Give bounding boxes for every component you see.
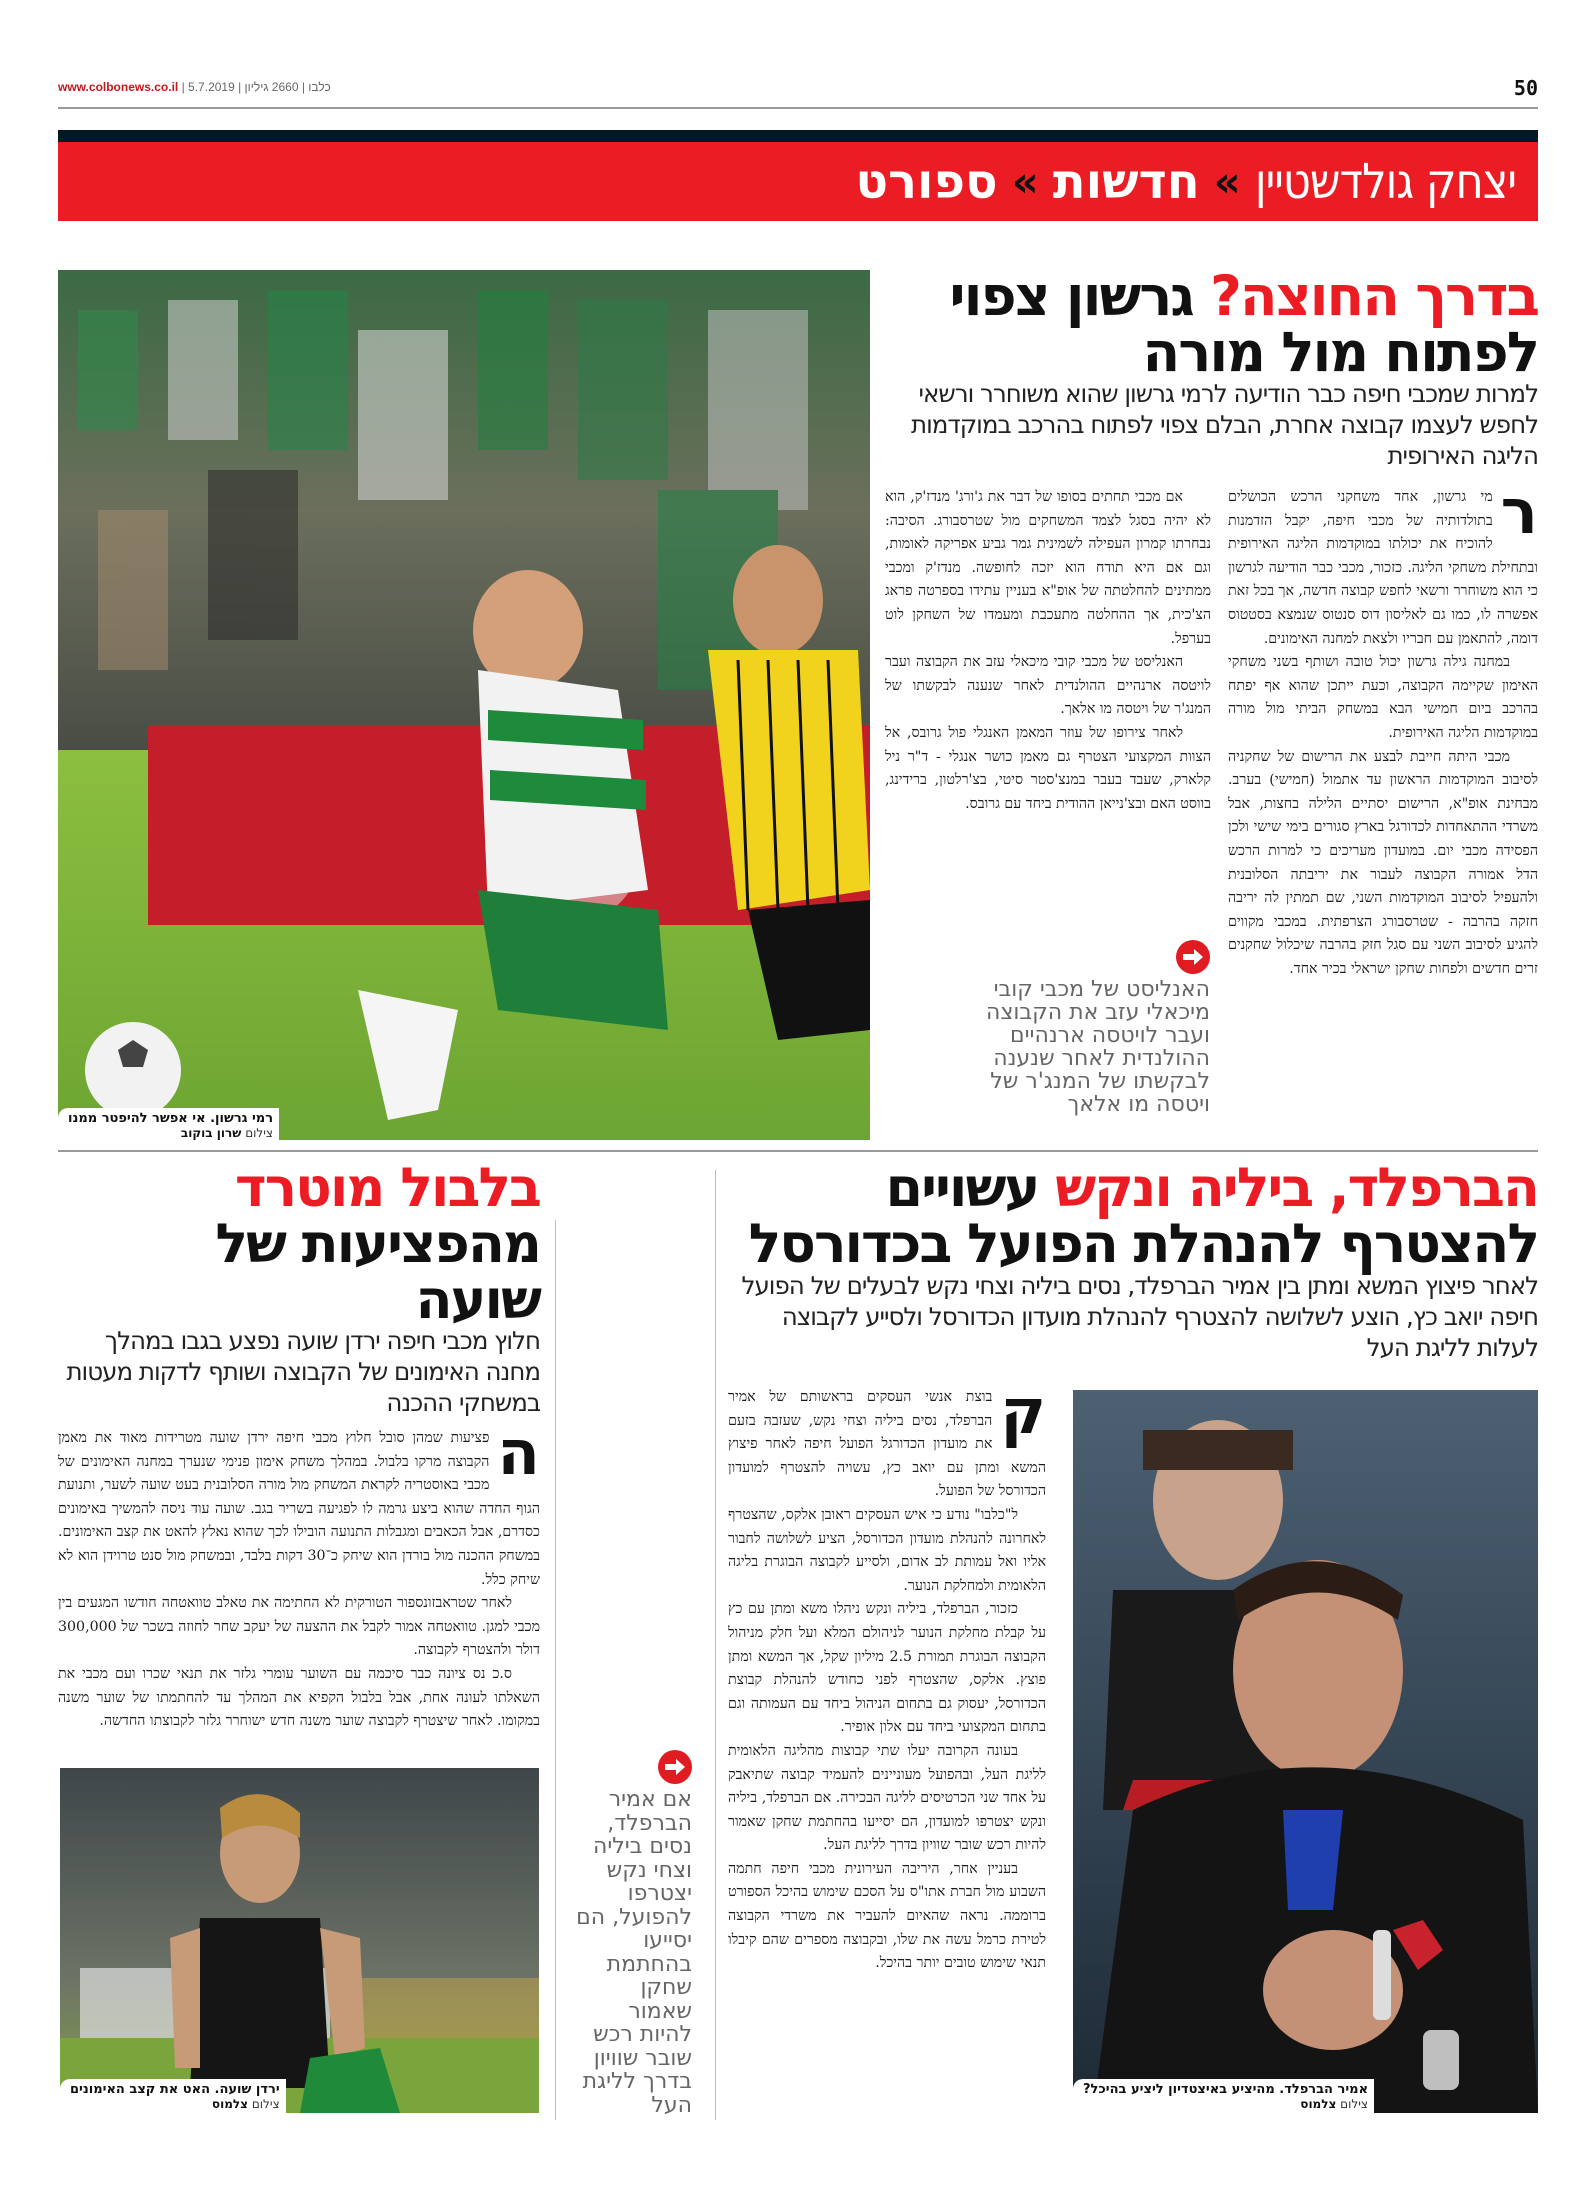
dropcap: ה [497,1416,540,1489]
banner-author: יצחק גולדשטיין [1254,154,1516,210]
pullquote-text: האנליסט של מכבי קובי מיכאלי עזב את הקבוצה ועבר לויטסה ארנהיים ההולנדית לאחר שנענה לבקשתו של המנג'ר של ויטסה מו אלאך [986,977,1210,1117]
headline-red: הברפלד, ביליה ונקש [1055,1156,1538,1219]
page-number: 50 [1513,76,1538,100]
banner-top-stripe [58,130,1538,142]
caption-text: אמיר הברפלד. מהיציע באיצטדיון ליציע בהיכל? [1083,2082,1369,2097]
article1-column-left: אם מכבי תחתים בסופו של דבר את ג'ורג' מנדז'ק, הוא לא יהיה בסגל לצמד המשחקים מול שטרסבורג. הסיבה: נבחרתו קמרון העפילה לשמינית גמר גביע אפריקה לאומות, וגם אם היא תודח הוא יזכה לחופשה. מנדז'ק ומכבי ממתינים להחלטתה של אופ"א בעניין עתידו בספרטה פראג הצ'כית, אך ההחלטה מתעכבת ומעמדו של השחקן לוט בערפל. האנליסט של מכבי קובי מיכאלי עזב את הקבוצה ועבר לויטסה ארנהיים ההולנדית לאחר שנענה לבקשתו של המנג'ר של ויטסה מו אלאך. לאחר צירופו של עוזר המאמן האנגלי פול גרובס, אל הצוות המקצועי הצטרף גם מאמן כושר אנגלי - ד"ר ניל קלארק, שעבד בעבר במנצ'סטר סיטי, בצ'רלטון, ברידינג, בווסט האם ובצ'נייאן ההודית ביחד עם גרובס. [885,489,1211,812]
arrow-right-icon [1176,940,1210,974]
article3-body: ה פציעות שמהן סובל חלוץ מכבי חיפה ירדן שועה מטרידות מאוד את מאמן הקבוצה מרקו בלבול. במהלך משחק אימון פנימי שנערך במחנה האימונים של מכבי באוסטריה לקראת המשחק מול מורה הסלובנית בעט שועה לשער, ותנועת הגוף החדה שהוא ביצע גרמה לו לפגיעה בשריר בגב. שועה עוד ניסה להמשיך באימונים כסדרם, אבל הכאבים ומגבלות התנועה הובילו לכך שהוא נאלץ להאט את קצב האימונים. במשחק ההכנה מול בורדן הוא שיחק כ־30 דקות בלבד, ובמשחק מול סנט טרוידן הוא לא שיחק כלל. לאחר שטראבזונספור הטורקית לא החתימה את טאלב טוואטחה חודשו המגעים בין מכבי למגן. טוואטחה אמור לקבל את ההצעה של יעקב שחר לחוזה בשכר של 300,000 דולר ולהצטרף לקבוצה. ס.כ נס ציונה כבר סיכמה עם השוער עומרי גלזר את תנאי שכרו ועם מכבי את השאלתו לעונה אחת, אבל בלבול הקפיא את המהלך עד להחתמתו של שוער משנה במקומו. לאחר שיצטרף לקבוצה שוער משנה חדש ישוחרר גלזר לקבוצתו החדשה. [58,1416,540,1730]
article1-subheadline: למרות שמכבי חיפה כבר הודיעה לרמי גרשון שהוא משוחרר ורשאי לחפש לעצמו קבוצה אחרת, הבלם צפוי לפתוח בהרכב במוקדמות הליגה האירופית [911,379,1538,470]
section-divider [58,1150,1538,1152]
photo-football-match [58,270,870,1142]
caption-text: ירדן שועה. האט את קצב האימונים [70,2082,280,2097]
headline-black: מהפציעות של [215,1212,540,1275]
section-banner [58,142,1538,221]
photo-shua [60,1768,539,2113]
headline-black: עשויים [885,1156,1039,1219]
photo-caption [58,1108,279,1142]
folio-divider [58,107,1538,109]
chevron-double-left-icon: » [1213,157,1241,206]
article3-headline [58,1156,540,1331]
folio-bar [58,76,1538,104]
photo-credit: צילום צלמוס [211,2097,280,2111]
photo-caption [60,2079,286,2113]
article1-column-right: ר מי גרשון, אחד משחקני הרכש הכושלים בתולדותיה של מכבי חיפה, יקבל הזדמנות להוכיח את יכולתו במוקדמות הליגה האירופית ובתחילת משחקי הליגה. כזכור, מכבי כבר הודיעה לגרשון כי הוא משוחרר ורשאי לחפש קבוצה חדשה, אך בכל זאת אפשרה לו, כמו גם לאליסון דוס סנטוס שנמצא בסטטוס דומה, להתאמן עם חבריו ולצאת למחנה האימונים. במחנה גילה גרשון יכול טובה ושותף בשני משחקי האימון שקיימה הקבוצה, וכעת ייתכן שהוא אף יפתח בהרכב ביום חמישי הבא במשחק הביתי מול מורה במוקדמות הליגה האירופית. מכבי היתה חייבת לבצע את הרישום של שחקניה לסיבוב המוקדמות הראשון עד אתמול (חמישי) בערב. מבחינת אופ"א, הרישום יסתיים הלילה בחצות, אבל משרדי ההתאחדות לכדורגל בארץ סגורים בימי שישי ולכן הפסידה מכבי יום. במועדון מעריכים כי למרות הרכש הדל אמורה הקבוצה לעבור את יריבתה הסלובנית ולהעפיל לסיבוב המוקדמות השני, שם תמתין לה יריבה חזקה בהרבה - שטרסבורג הצרפתית. במכבי מקווים להגיע לסיבוב השני עם סגל חזק בהרבה שיכלול שחקנים זרים חדשים ולפחות שחקן ישראלי בכיר אחד. [1228,475,1538,977]
photo-credit: צילום צלמוס [1300,2097,1369,2111]
column-divider [555,1220,556,2120]
photo-man-in-stands [1073,1390,1538,2113]
photo-caption [1073,2079,1374,2113]
photo-credit: צילום שרון בוקוב [180,1126,274,1140]
banner-section: ספורט [855,154,998,210]
article1-pullquote [935,940,1210,1116]
arrow-right-icon [658,1750,692,1784]
article2-body: ק בוצת אנשי העסקים בראשותם של אמיר הברפלד, נסים ביליה וצחי נקש, שעזבה בזעם את מועדון הכדורגל הפועל חיפה לאחר פיצוץ המשא ומתן עם יואב כץ, עשויה להצטרף למועדון הכדורסל של הפועל. ל"כלבו" נודע כי איש העסקים ראובן אלקס, שהצטרף לאחרונה להנהלת מועדון הכדורסל, הציע לשלושה לחבור אליו ואל עמותת לב אדום, ולסייע לקבוצה הבוגרת בליגה הלאומית ולמחלקת הנוער. כזכור, הברפלד, ביליה ונקש ניהלו משא ומתן עם כץ על קבלת מחלקת הנוער לניהולם המלא ועל חלק מניהול הקבוצה הבוגרת תמורת 2.5 מיליון שקל, אך המשא ומתן פוצץ. אלקס, שהצטרף לפני כחודש להנהלת קבוצת הכדורסל, יעסוק גם בתחום הניהול ביחד עם העמותה וגם בתחום המקצועי ביחד עם אלון אופיר. בעונה הקרובה יעלו שתי קבוצות מהליגה הלאומית לליגת העל, ובהפועל מעוניינים להעמיד קבוצה שתיאבק על אחד שני הכרטיסים לליגה הבכירה. אם הברפלד, ביליה ונקש יצטרפו למועדון, הם יסייעו בהחתמת שחקן שאמור להיות רכש שובר שוויון בדרך לליגת העל. בעניין אחר, היריבה העירונית מכבי חיפה חתמה השבוע מול חברת אתו"ס על הסכם שימוש בהיכל הספורט ברוממה. נראה שהאיום להעביר את משרדי הקבוצה לטירת כרמל עשה את שלו, ובקבוצה מספרים שהם קיבלו תנאי שימוש טובים יותר בהיכל. [728,1375,1046,1972]
dropcap: ק [1000,1375,1046,1448]
dropcap: ר [1500,475,1538,548]
headline-black: להצטרף להנהלת הפועל בכדורסל [748,1212,1538,1275]
photo-haberfeld [1073,1390,1538,2113]
headline-red: בדרך החוצה? [1210,264,1538,328]
headline-black: לפתוח מול מורה [1142,320,1538,384]
article2-pullquote [572,1750,692,2117]
column-divider [715,1170,716,2120]
banner-subsection: חדשות [1052,154,1200,210]
article2-subheadline: לאחר פיצוץ המשא ומתן בין אמיר הברפלד, נסים ביליה וצחי נקש לבעלים של הפועל חיפה יואב כץ, הוצע לשלושה להצטרף להנהלת מועדון הכדורסל ולסייע לקבוצה לעלות לליגת העל [741,1271,1538,1362]
article3-subheadline: חלוץ מכבי חיפה ירדן שועה נפצע בגבו במהלך מחנה האימונים של הקבוצה ושותף לדקות מעטות במשחקי ההכנה [66,1326,540,1417]
caption-text: רמי גרשון. אי אפשר להיפטר ממנו [68,1111,274,1126]
photo-gershon [58,270,870,1142]
headline-black: גרשון צפוי [949,264,1193,328]
article2-headline [728,1156,1538,1275]
pullquote-text: אם אמיר הברפלד, נסים ביליה וצחי נקש יצטרפו להפועל, הם יסייעו בהחתמת שחקן שאמור להיות רכש שובר שוויון בדרך לליגת העל [576,1787,692,2118]
photo-player-training [60,1768,539,2113]
website-url[interactable]: www.colbonews.co.il [58,80,179,94]
issue-meta: | כלבו | 2660 גיליון | 5.7.2019 [181,80,331,94]
headline-red: בלבול מוטרד [234,1156,540,1219]
article1-headline [880,264,1538,384]
headline-black: שועה [415,1268,540,1331]
chevron-double-left-icon: » [1011,157,1039,206]
